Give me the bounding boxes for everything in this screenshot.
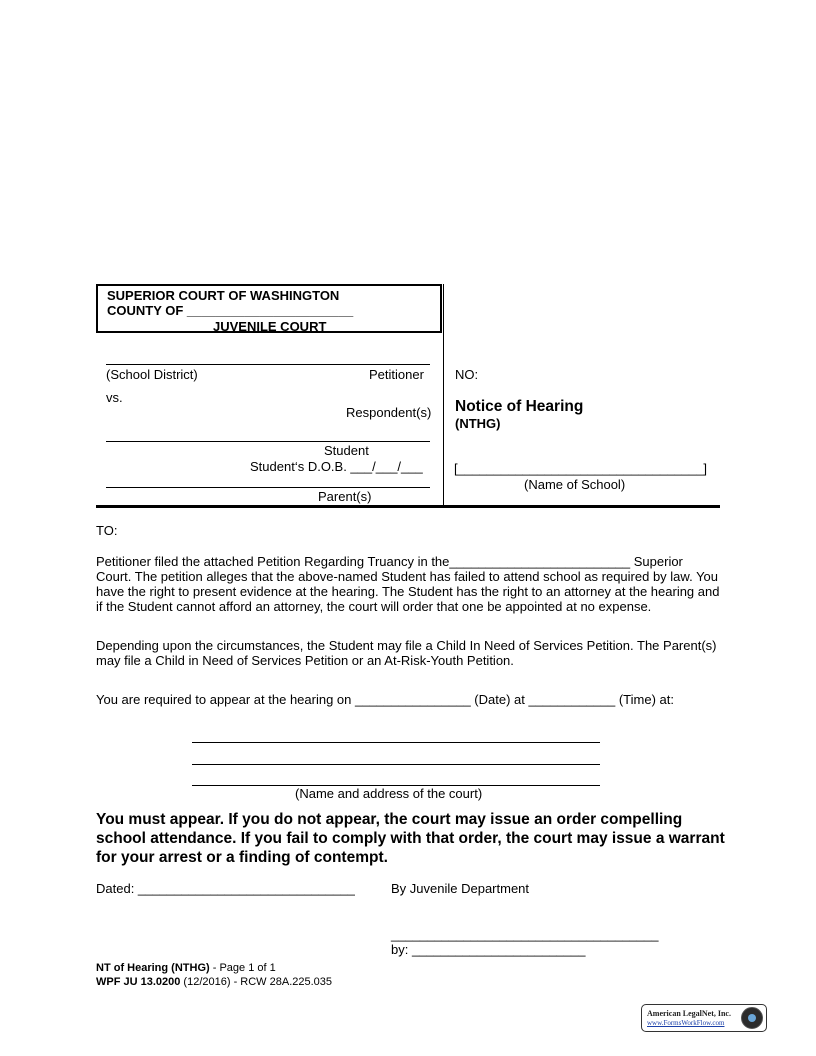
footer-form-number: [96, 975, 332, 989]
court-address-line-1[interactable]: [192, 742, 600, 743]
parents-line: [106, 487, 430, 488]
footer-revision: (12/2016) - RCW 28A.225.035: [180, 976, 333, 988]
footer-form-title: NT of Hearing (NTHG): [96, 962, 210, 974]
logo-url-link[interactable]: www.FormsWorkFlow.com: [647, 1019, 725, 1027]
student-line: [106, 441, 430, 442]
appearance-warning: You must appear. If you do not appear, the court may issue an order compelling school attendance. If you fail to comply with that order, the court may issue a warrant for your arrest or a finding of contempt.: [96, 811, 725, 866]
case-number-label: NO:: [455, 367, 479, 382]
student-dob-field[interactable]: Student‘s D.O.B. ___/___/___: [250, 459, 423, 474]
by-juvenile-department-label: By Juvenile Department: [391, 881, 530, 896]
school-district-line: [106, 364, 430, 365]
parents-label: Parent(s): [318, 489, 372, 504]
respondents-label: Respondent(s): [346, 405, 432, 420]
court-address-label: (Name and address of the court): [295, 786, 483, 801]
court-address-line-2[interactable]: [192, 764, 600, 765]
petitioner-label: Petitioner: [369, 367, 424, 382]
school-name-field[interactable]: [__________________________________]: [454, 461, 708, 476]
globe-icon: [741, 1007, 763, 1029]
footer-form-code: WPF JU 13.0200: [96, 976, 181, 988]
document-title: Notice of Hearing: [455, 398, 584, 415]
student-label: Student: [324, 443, 369, 458]
caption-bottom-rule: [96, 505, 720, 508]
document-code: (NTHG): [455, 416, 501, 431]
school-name-label: (Name of School): [524, 477, 626, 492]
american-legalnet-logo[interactable]: [641, 1004, 767, 1032]
to-label: TO:: [96, 523, 118, 538]
vs-label: vs.: [106, 390, 123, 405]
court-header-box: [96, 284, 442, 333]
hearing-date-time-line[interactable]: You are required to appear at the hearing on ________________ (Date) at ____________ (Time) at:: [96, 692, 674, 707]
by-signature-field[interactable]: by: ________________________: [391, 942, 586, 957]
juvenile-court-label: JUVENILE COURT: [213, 319, 327, 334]
school-district-label: (School District): [106, 367, 198, 382]
logo-company-name: American LegalNet, Inc.: [647, 1009, 731, 1018]
signature-line[interactable]: _____________________________________: [391, 927, 659, 942]
dated-field[interactable]: Dated: ______________________________: [96, 881, 355, 896]
footer-form-name: [96, 961, 276, 975]
footer-page-info: - Page 1 of 1: [209, 962, 276, 974]
petition-paragraph: Petitioner filed the attached Petition Regarding Truancy in the_________________________ Superior Court. The petition alleges that the above-named Student has failed to attend school as required by law. You have the right to present evidence at the hearing. The Student has the right to an attorney at the hearing and if the Student cannot afford an attorney, the court will order that one be appointed at no expense.: [96, 554, 720, 614]
caption-divider: [443, 284, 444, 506]
court-name: SUPERIOR COURT OF WASHINGTON: [107, 288, 340, 303]
services-paragraph: Depending upon the circumstances, the Student may file a Child In Need of Services Petition. The Parent(s) may file a Child in Need of Services Petition or an At-Risk-Youth Petition.: [96, 638, 717, 668]
county-line: COUNTY OF _______________________: [107, 303, 354, 318]
